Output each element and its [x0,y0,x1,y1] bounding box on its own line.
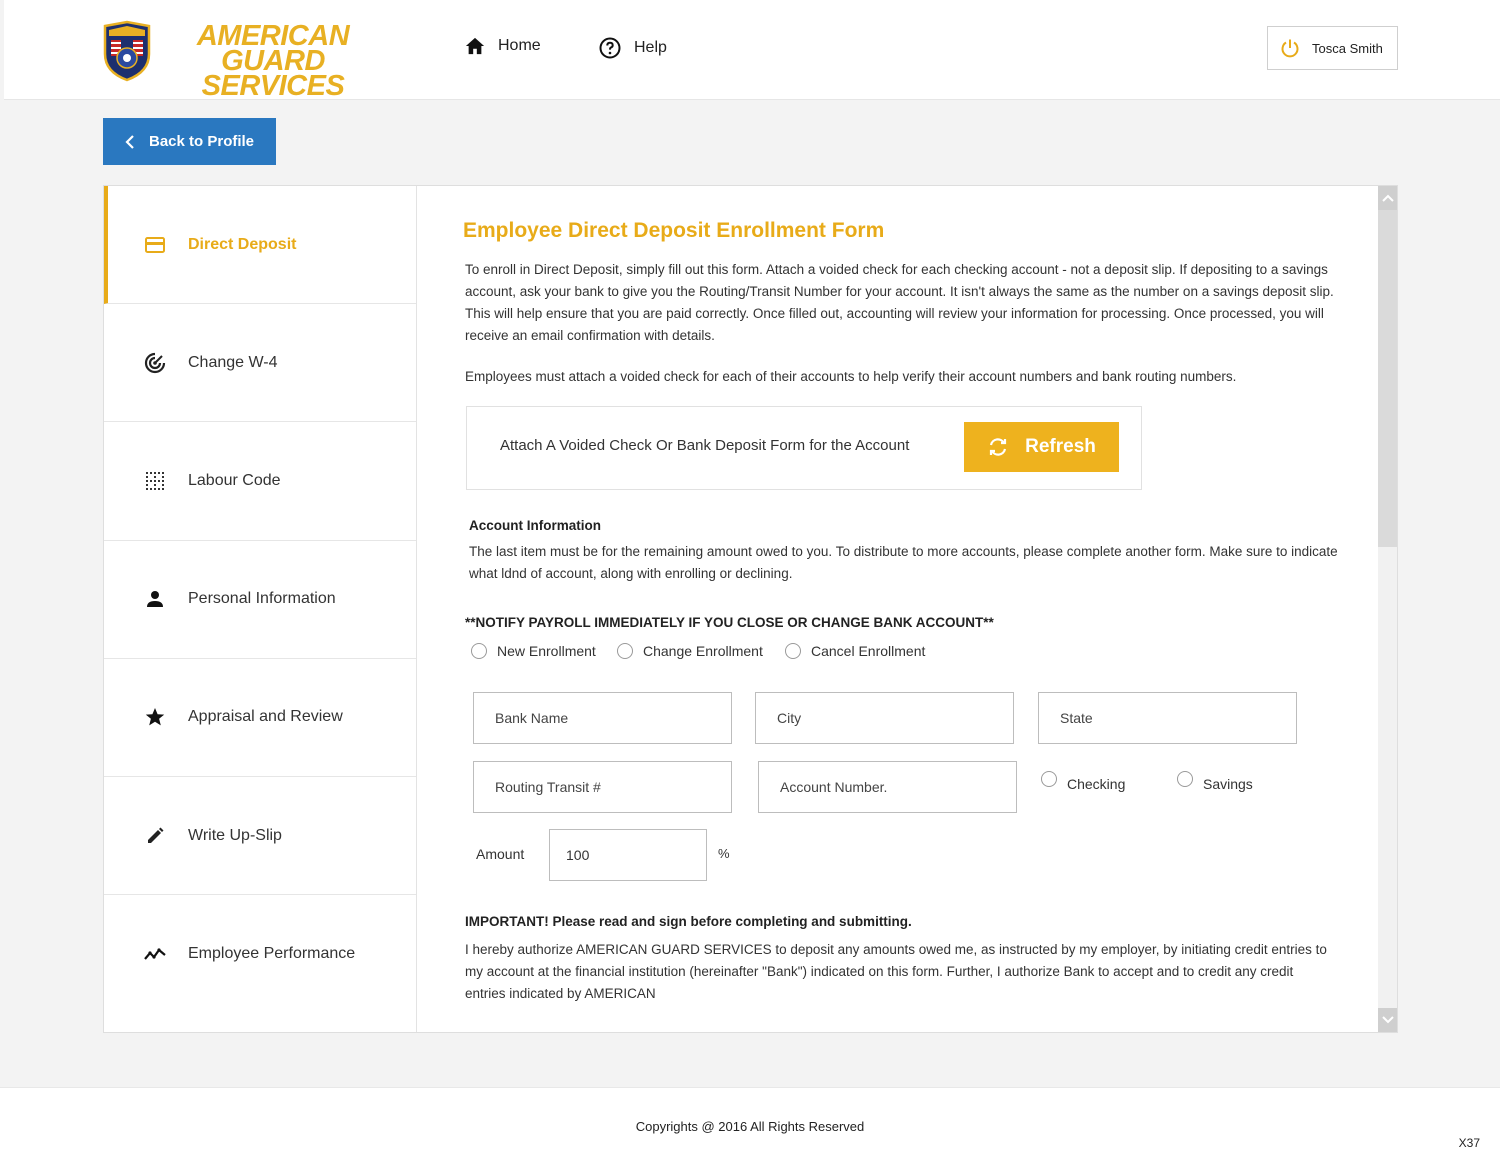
sidebar-item-employee-performance[interactable] [104,895,416,1013]
refresh-label: Refresh [1025,436,1096,457]
routing-transit-input[interactable]: Routing Transit # [473,761,732,813]
corner-label: X37 [1458,1136,1480,1150]
radio-label: New Enrollment [497,643,596,659]
nav-home-label: Home [498,37,541,54]
account-info-title: Account Information [469,518,601,533]
main-panel [103,185,1398,1033]
attach-note: Employees must attach a voided check for each of their accounts to help verify their account numbers and bank routing numbers. [465,369,1237,384]
shield-badge-icon [101,20,153,82]
back-to-profile-label: Back to Profile [149,133,255,150]
city-input[interactable]: City [755,692,1014,744]
sidebar-item-label: Change W-4 [188,353,278,371]
radio-circle[interactable] [617,643,633,659]
person-icon [144,588,166,610]
chevron-up-icon [1382,194,1394,202]
scroll-thumb[interactable] [1378,210,1398,547]
amount-input[interactable]: 100 [549,829,707,881]
radio-label: Cancel Enrollment [811,643,926,659]
radio-circle[interactable] [471,643,487,659]
sidebar-item-label: Appraisal and Review [188,708,343,726]
new-enrollment-radio[interactable] [471,643,596,659]
sidebar-item-direct-deposit[interactable] [104,186,416,304]
top-header [4,0,1500,100]
user-logout-button[interactable] [1267,26,1398,70]
radio-circle[interactable] [1177,771,1193,787]
important-title: IMPORTANT! Please read and sign before completing and submitting. [465,914,912,929]
account-info-text: The last item must be for the remaining amount owed to you. To distribute to more accounts, please complete another form. Make sure to indicate what ldnd of account, along with enrolling or declining. [469,544,1338,581]
help-icon [598,36,622,60]
notify-payroll-text: **NOTIFY PAYROLL IMMEDIATELY IF YOU CLOSE OR CHANGE BANK ACCOUNT** [465,615,994,630]
star-icon [144,706,166,728]
sidebar-item-change-w4[interactable] [104,304,416,422]
radio-label: Checking [1067,776,1126,792]
cancel-enrollment-radio[interactable] [785,643,925,659]
sidebar [104,186,417,1032]
chevron-left-icon [125,135,135,149]
home-icon [464,36,486,56]
footer [0,1087,1500,1167]
intro-text: To enroll in Direct Deposit, simply fill out this form. Attach a voided check for each checking account - not a deposit slip. If depositing to a savings account, ask your bank to give you the Routing/Transit Number for your account. It isn't always the same as the number on a savings deposit slip. This will help ensure that you are paid correctly. Once filled out, accounting will review your information for processing. Once processed, you will receive an email confirmation with details. [465,262,1334,343]
radio-label: Change Enrollment [643,643,763,659]
radio-circle[interactable] [785,643,801,659]
sidebar-item-write-up-slip[interactable] [104,777,416,895]
scroll-down-button[interactable] [1378,1008,1398,1032]
account-number-input[interactable]: Account Number. [758,761,1017,813]
sidebar-item-label: Write Up-Slip [188,826,282,844]
sidebar-item-appraisal-review[interactable] [104,659,416,777]
attach-label: Attach A Voided Check Or Bank Deposit Form for the Account [500,437,910,454]
brand-name [153,20,393,102]
nav-help-label: Help [634,39,667,56]
trend-icon [144,943,166,965]
refresh-button[interactable] [964,422,1119,472]
power-icon [1280,38,1300,58]
pencil-icon [144,825,166,847]
content-scrollbar[interactable] [1378,186,1398,1032]
state-input[interactable]: State [1038,692,1297,744]
amount-label: Amount [476,846,525,862]
target-icon [144,352,166,374]
sidebar-item-label: Personal Information [188,590,336,608]
authorization-text: I hereby authorize AMERICAN GUARD SERVICES to deposit any amounts owed me, as instructed by my employer, by initiating credit entries to my account at the financial institution (hereinafter "Bank") indicated on this form. Further, I authorize Bank to accept and to credit any credit entries indicated by AMERICAN [465,942,1327,1001]
brand-name-line1: AMERICAN [196,20,350,52]
copyright-text: Copyrights @ 2016 All Rights Reserved [635,1119,865,1134]
change-enrollment-radio[interactable] [617,643,763,659]
form-content [418,186,1378,1032]
brand-name-line2: GUARD SERVICES [201,45,345,102]
attach-check-box [466,406,1142,490]
dotted-grid-icon [144,470,166,492]
brand-logo[interactable] [101,20,401,102]
sidebar-item-label: Employee Performance [188,945,356,963]
radio-label: Savings [1203,776,1253,792]
checking-radio[interactable] [1041,776,1125,792]
nav-home[interactable] [464,36,541,56]
percent-unit: % [718,846,730,861]
back-to-profile-button[interactable] [103,118,276,165]
sidebar-item-label: Labour Code [188,471,281,489]
radio-circle[interactable] [1041,771,1057,787]
credit-card-icon [144,234,166,256]
form-title: Employee Direct Deposit Enrollment Form [463,219,885,242]
sidebar-item-label: Direct Deposit [188,235,297,253]
savings-radio[interactable] [1177,776,1253,792]
sidebar-item-labour-code[interactable] [104,422,416,540]
chevron-down-icon [1382,1016,1394,1024]
scroll-up-button[interactable] [1378,186,1398,210]
sidebar-item-personal-information[interactable] [104,541,416,659]
user-name: Tosca Smith [1312,40,1383,56]
bank-name-input[interactable]: Bank Name [473,692,732,744]
refresh-icon [987,437,1009,457]
nav-help[interactable] [598,36,667,60]
